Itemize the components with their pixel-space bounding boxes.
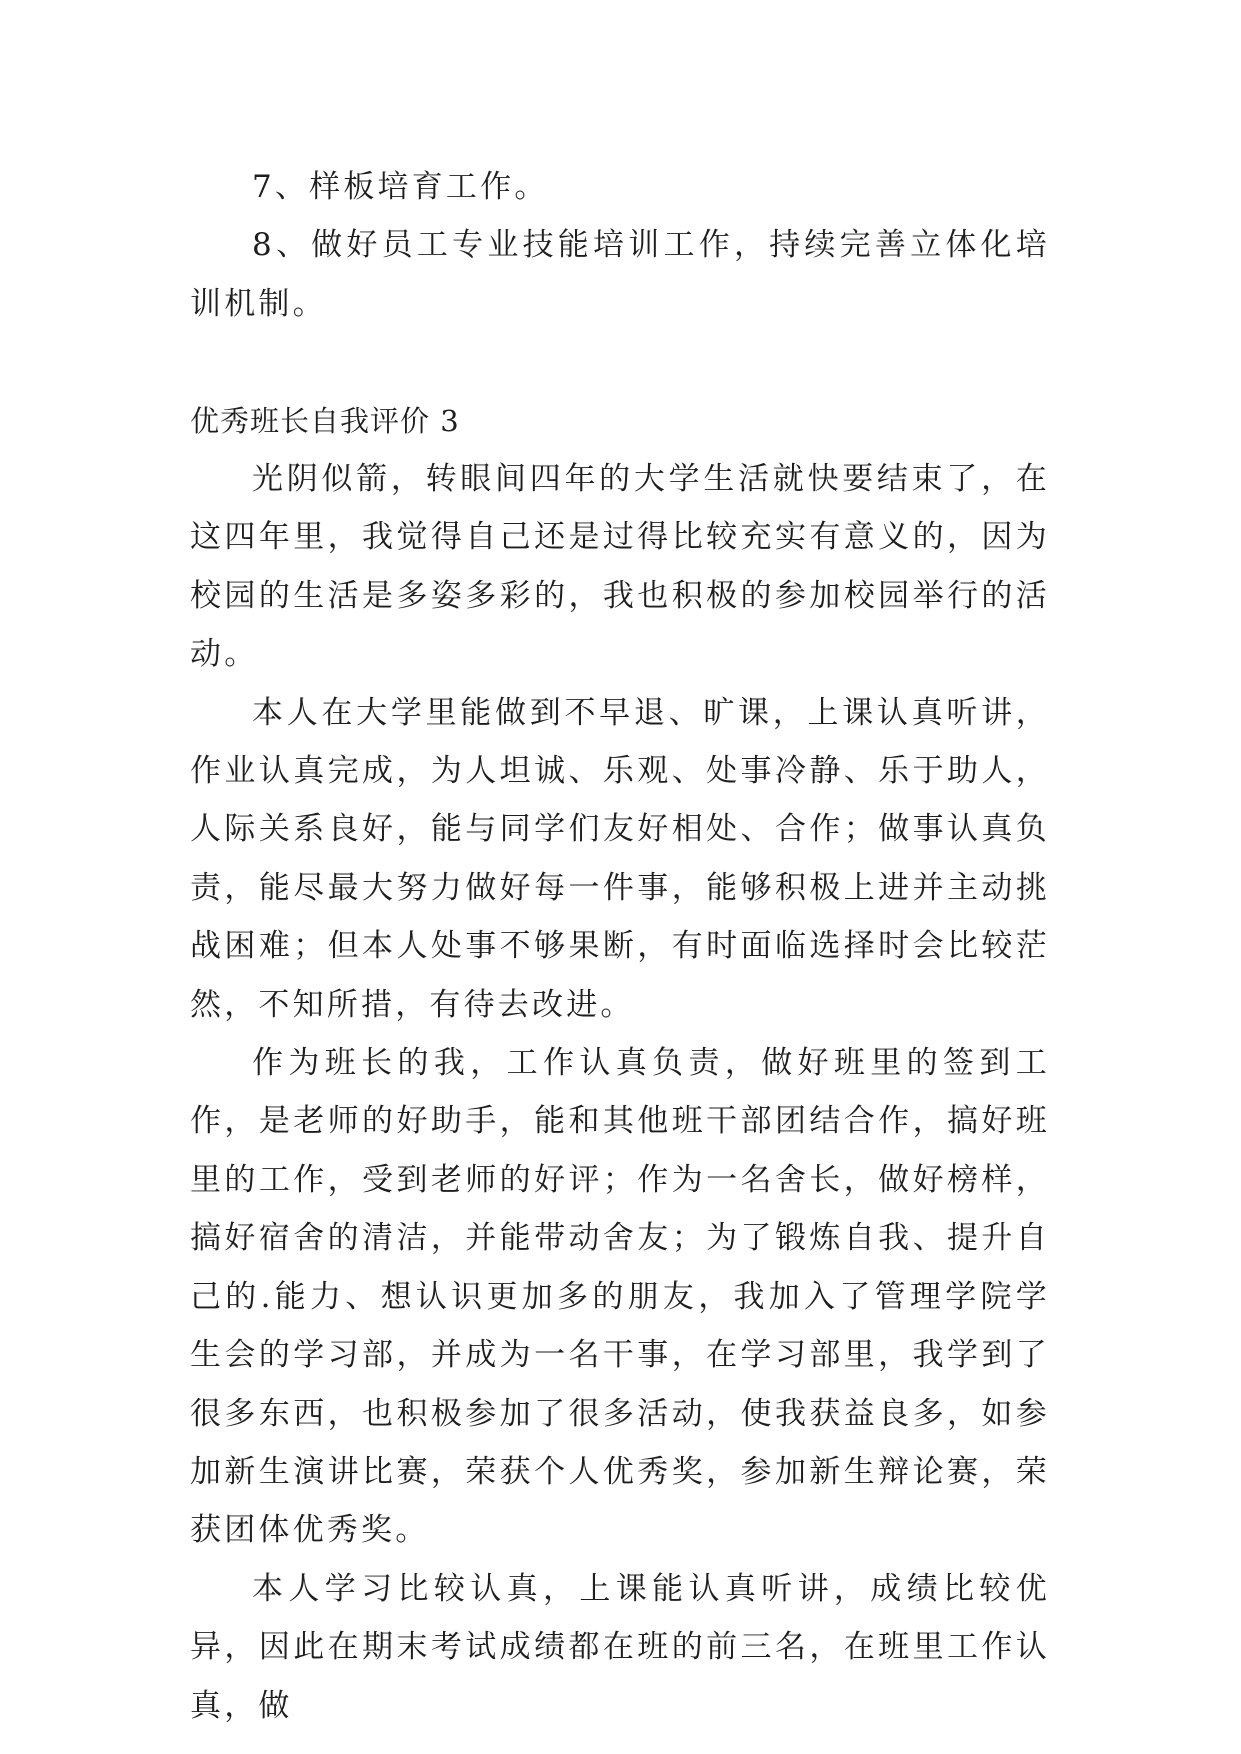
paragraph-4: 本人学习比较认真，上课能认真听讲，成绩比较优异，因此在期末考试成绩都在班的前三名，在班里工作认真，做 [190, 1570, 1050, 1724]
list-item-8: 8、做好员工专业技能培训工作，持续完善立体化培训机制。 [190, 227, 1050, 322]
document-body [190, 158, 1050, 1735]
paragraph-2: 本人在大学里能做到不早退、旷课，上课认真听讲，作业认真完成，为人坦诚、乐观、处事冷静、乐于助人，人际关系良好，能与同学们友好相处、合作；做事认真负责，能尽最大努力做好每一件事，能够积极上进并主动挑战困难；但本人处事不够果断，有时面临选择时会比较茫然，不知所措，有待去改进。 [190, 694, 1050, 1023]
paragraph-3: 作为班长的我，工作认真负责，做好班里的签到工作，是老师的好助手，能和其他班干部团结合作，搞好班里的工作，受到老师的好评；作为一名舍长，做好榜样，搞好宿舍的清洁，并能带动舍友；为了锻炼自我、提升自己的.能力、想认识更加多的朋友，我加入了管理学院学生会的学习部，并成为一名干事，在学习部里，我学到了很多东西，也积极参加了很多活动，使我获益良多，如参加新生演讲比赛，荣获个人优秀奖，参加新生辩论赛，荣获团体优秀奖。 [190, 1045, 1050, 1549]
section-title: 优秀班长自我评价 3 [190, 403, 460, 438]
paragraph-1: 光阴似箭，转眼间四年的大学生活就快要结束了，在这四年里，我觉得自己还是过得比较充实有意义的，因为校园的生活是多姿多彩的，我也积极的参加校园举行的活动。 [190, 461, 1050, 673]
list-item-7: 7、样板培育工作。 [252, 169, 549, 205]
